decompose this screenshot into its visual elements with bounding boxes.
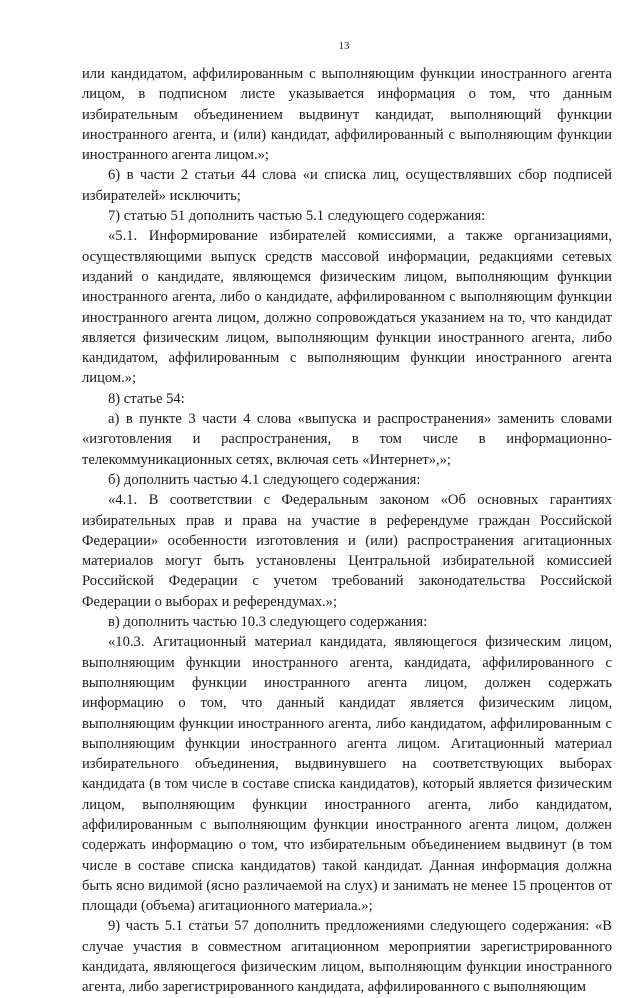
page-number: 13	[338, 40, 350, 52]
paragraph-quote-4-1: «4.1. В соответствии с Федеральным законом «Об основных гарантиях избирательных прав и права на участие в референдуме граждан Российской Федерации» особенности изготовления и (или) распространения агитационных материалов могут быть установлены Центральной избирательной комиссией Российской Федерации с учетом требований законодательства Российской Федерации о выборах и референдумах.»;	[82, 492, 612, 610]
paragraph-quote-10-3: «10.3. Агитационный материал кандидата, являющегося физическим лицом, выполняющим функции иностранного агента, кандидата, аффилированного с выполняющим функции иностранного агента лицом, должен содержать информацию о том, что данный кандидат является физическим лицом, выполняющим функции иностранного агента, либо кандидатом, аффилированным с выполняющим функции иностранного агента лицом. Агитационный материал избирательного объединения, выдвинувшего на соответствующих выборах кандидата (в том числе в составе списка кандидатов), который является физическим лицом, выполняющим функции иностранного агента, либо кандидатом, аффилированным с выполняющим функции иностранного агента лицом, должен содержать информацию о том, что избирательным объединением выдвинут (в том числе в составе списка кандидатов) такой кандидат. Данная информация должна быть ясно видимой (ясно различаемой на слух) и занимать не менее 15 процентов от площади (объема) агитационного материала.»;	[82, 634, 612, 915]
paragraph-item-8a: а) в пункте 3 части 4 слова «выпуска и распространения» заменить словами «изготовления и распространения, в том числе в информационно-телекоммуникационных сетях, включая сеть «Интернет»,»;	[82, 411, 612, 468]
paragraph-item-6: 6) в части 2 статьи 44 слова «и списка лиц, осуществлявших сбор подписей избирателей» исключить;	[82, 167, 612, 204]
paragraph-item-8v: в) дополнить частью 10.3 следующего содержания:	[108, 614, 428, 631]
paragraph-item-8b: б) дополнить частью 4.1 следующего содержания:	[108, 471, 421, 488]
paragraph-item-8: 8) статье 54:	[108, 390, 185, 407]
document-body	[82, 64, 612, 998]
paragraph-item-9: 9) часть 5.1 статьи 57 дополнить предложениями следующего содержания: «В случае участия в совместном агитационном мероприятии зарегистрированного кандидата, являющегося физическим лицом, выполняющим функции иностранного агента, либо зарегистрированного кандидата, аффилированного с выполняющим	[82, 918, 612, 996]
paragraph-quote-5-1: «5.1. Информирование избирателей комиссиями, а также организациями, осуществляющими выпуск средств массовой информации, редакциями сетевых изданий о кандидате, являющемся физическим лицом, выполняющим функции иностранного агента, либо о кандидате, аффилированном с выполняющим функции иностранного агента лицом, должно сопровождаться указанием на то, что кандидат является физическим лицом, выполняющим функции иностранного агента, либо кандидатом, аффилированным с выполняющим функции иностранного агента лицом.»;	[82, 228, 612, 387]
paragraph-continuation: или кандидатом, аффилированным с выполняющим функции иностранного агента лицом, в подписном листе указывается информация о том, что данным избирательным объединением выдвинут кандидат, выполняющий функции иностранного агента, и (или) кандидат, аффилированный с выполняющим функции иностранного агента лицом.»;	[82, 66, 612, 164]
paragraph-item-7: 7) статью 51 дополнить частью 5.1 следующего содержания:	[108, 208, 486, 225]
